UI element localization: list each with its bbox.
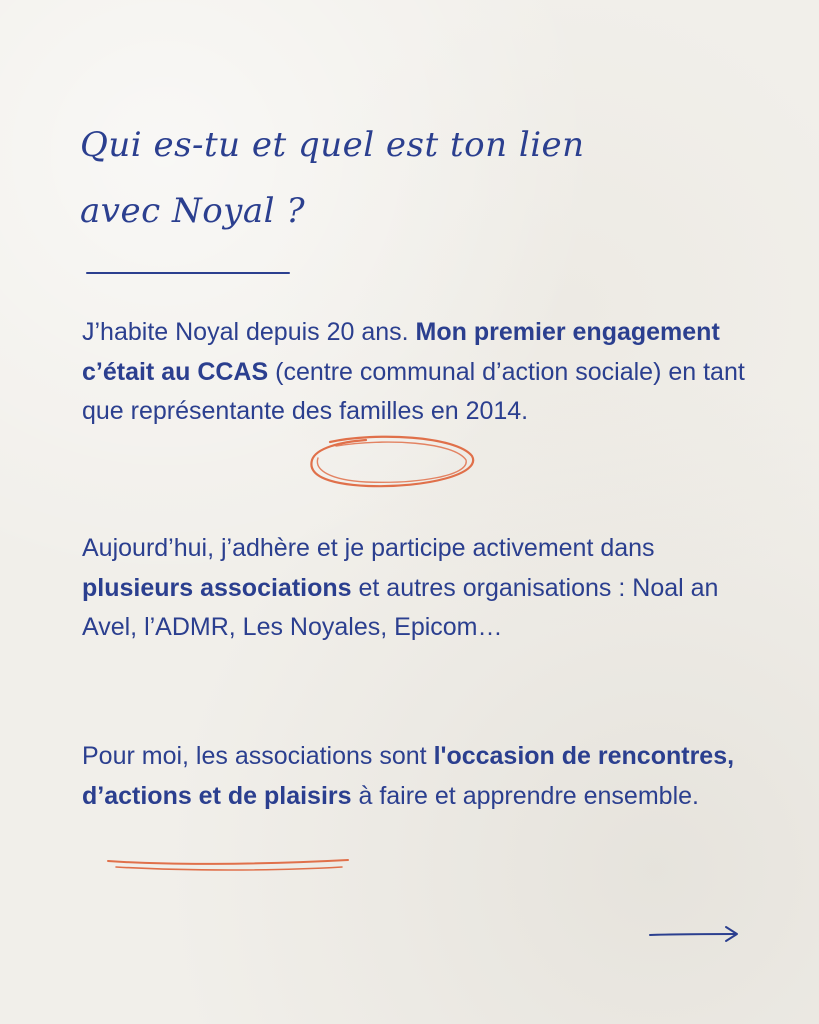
paragraph-text: J’habite Noyal depuis 20 ans. <box>82 318 416 346</box>
paragraph-text: et autres organisations : Noal an Avel, l’ADMR, Les Noyales, Epicom… <box>82 573 719 641</box>
paragraph-text: à faire et apprendre ensemble. <box>351 781 699 810</box>
title-line-2: avec Noyal ? <box>80 191 306 231</box>
hand-drawn-underline-mark <box>104 855 354 879</box>
paragraph-text: Aujourd’hui, j’adhère et je participe activement dans <box>82 534 655 562</box>
paragraph-meaning <box>82 737 762 816</box>
paragraph-engagement <box>82 313 762 432</box>
page-title <box>80 112 640 244</box>
title-line-1: Qui es-tu et quel est ton lien <box>80 125 585 165</box>
title-underline-divider <box>86 272 290 274</box>
paragraph-bold-text: l'occasion de rencontres, d’actions et de plaisirs <box>82 742 735 810</box>
paragraph-bold-text: Mon premier engagement c’était au CCAS <box>82 318 720 386</box>
arrow-right-icon[interactable] <box>646 922 742 946</box>
hand-drawn-circle-mark <box>306 432 478 492</box>
paragraph-bold-text: plusieurs associations <box>82 573 352 602</box>
paragraph-associations <box>82 529 762 648</box>
paragraph-text: Pour moi, les associations sont <box>82 742 434 770</box>
paragraph-text: (centre communal d’action sociale) en tant que représentante des familles en 2014. <box>82 357 745 425</box>
